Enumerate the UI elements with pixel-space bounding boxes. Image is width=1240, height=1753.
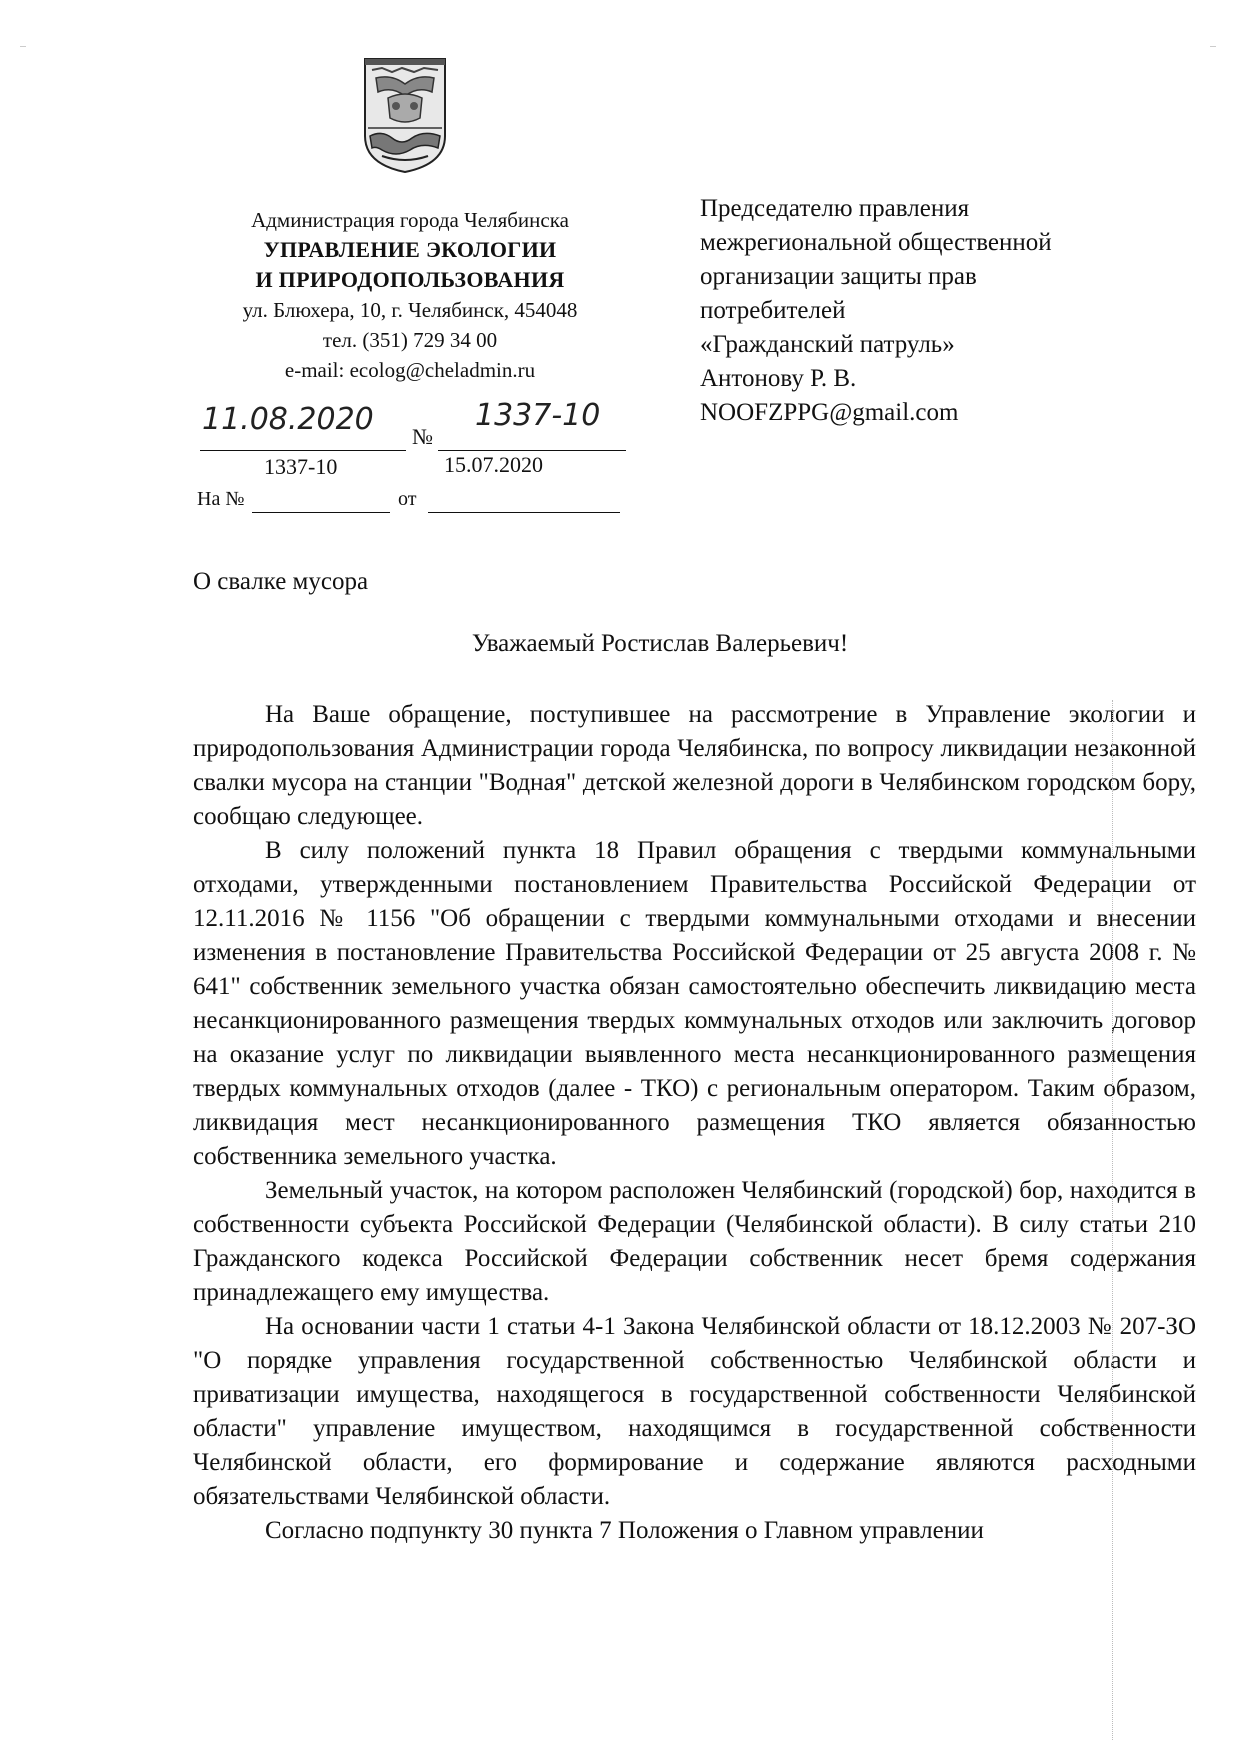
recipient-line: организации защиты прав bbox=[700, 263, 977, 290]
number-sign: № bbox=[412, 424, 433, 449]
recipient-email: NOOFZPPG@gmail.com bbox=[700, 399, 959, 426]
letter-subject: О свалке мусора bbox=[193, 568, 369, 595]
recipient-line: Председателю правления bbox=[700, 195, 970, 222]
reply-number-line bbox=[252, 512, 390, 513]
recipient-line: «Гражданский патруль» bbox=[700, 331, 955, 358]
printed-number: 1337-10 bbox=[264, 454, 338, 479]
number-underline bbox=[438, 450, 626, 451]
scan-fold-line bbox=[1112, 700, 1113, 1740]
recipient-line: потребителей bbox=[700, 297, 846, 324]
recipient-block bbox=[700, 192, 1140, 430]
sender-address: ул. Блюхера, 10, г. Челябинск, 454048 bbox=[242, 298, 578, 322]
sender-block bbox=[180, 205, 640, 385]
scan-corner-mark bbox=[1210, 46, 1216, 53]
reply-date-line bbox=[428, 512, 620, 513]
handwritten-date: 11.08.2020 bbox=[202, 402, 374, 437]
reply-number-label: На № bbox=[197, 488, 245, 510]
reply-date-label: от bbox=[398, 488, 417, 510]
body-paragraph: На Ваше обращение, поступившее на рассмотрение в Управление экологии и природопользования Администрации города Челябинска, по вопросу ликвидации незаконной свалки мусора на станции "Водная" детской железной дороги в Челябинском городском бору, сообщаю следующее. bbox=[193, 701, 1196, 830]
printed-date: 15.07.2020 bbox=[444, 452, 543, 477]
body-paragraph: На основании части 1 статьи 4-1 Закона Челябинской области от 18.12.2003 № 207-ЗО "О порядке управления государственной собственностью Челябинской области и приватизации имущества, находящегося в государственной собственности Челябинской области" управление имуществом, находящимся в государственной собственности Челябинской области, его формирование и содержание являются расходными обязательствами Челябинской области. bbox=[193, 1313, 1196, 1510]
registration-block bbox=[197, 398, 640, 518]
sender-department-line1: УПРАВЛЕНИЕ ЭКОЛОГИИ bbox=[263, 237, 557, 262]
date-underline bbox=[200, 450, 406, 451]
body-paragraph: В силу положений пункта 18 Правил обращения с твердыми коммунальными отходами, утвержденными постановлением Правительства Российской Федерации от 12.11.2016 № 1156 "Об обращении с твердыми коммунальными отходами и внесении изменения в постановление Правительства Российской Федерации от 25 августа 2008 г. № 641" собственник земельного участка обязан самостоятельно обеспечить ликвидацию места несанкционированного размещения твердых коммунальных отходов или заключить договор на оказание услуг по ликвидации выявленного места несанкционированного размещения твердых коммунальных отходов (далее - ТКО) с региональным оператором. Таким образом, ликвидация мест несанкционированного размещения ТКО является обязанностью собственника земельного участка. bbox=[193, 837, 1196, 1170]
scan-corner-mark bbox=[20, 46, 26, 53]
sender-administration: Администрация города Челябинска bbox=[251, 208, 569, 232]
letter-body bbox=[193, 698, 1196, 1548]
sender-department-line2: И ПРИРОДОПОЛЬЗОВАНИЯ bbox=[255, 267, 565, 292]
sender-email: e-mail: ecolog@cheladmin.ru bbox=[284, 358, 536, 382]
handwritten-number: 1337-10 bbox=[475, 398, 601, 433]
recipient-line: межрегиональной общественной bbox=[700, 229, 1052, 256]
coat-of-arms-icon bbox=[362, 56, 448, 174]
body-paragraph: Согласно подпункту 30 пункта 7 Положения о Главном управлении bbox=[265, 1517, 984, 1544]
recipient-line: Антонову Р. В. bbox=[700, 365, 857, 392]
body-paragraph: Земельный участок, на котором расположен Челябинский (городской) бор, находится в собственности субъекта Российской Федерации (Челябинской области). В силу статьи 210 Гражданского кодекса Российской Федерации собственник несет бремя содержания принадлежащего ему имущества. bbox=[193, 1177, 1196, 1306]
letter-salutation: Уважаемый Ростислав Валерьевич! bbox=[471, 630, 849, 657]
sender-phone: тел. (351) 729 34 00 bbox=[322, 328, 498, 352]
